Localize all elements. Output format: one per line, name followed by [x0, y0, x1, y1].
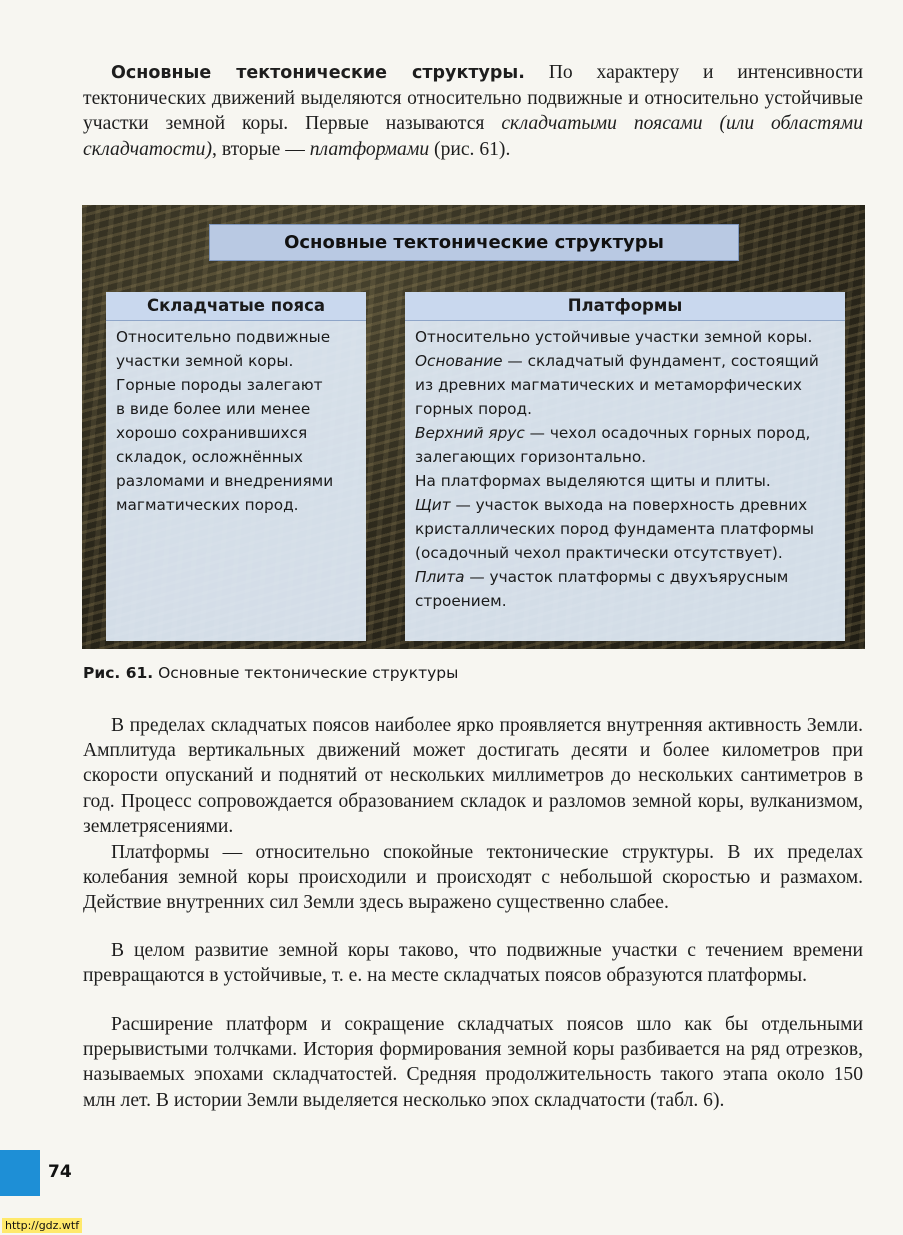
page-number: 74	[48, 1162, 72, 1182]
platforms-body	[405, 321, 845, 613]
fold-belts-body	[106, 321, 366, 517]
caption-label: Рис. 61.	[83, 664, 154, 682]
base-text: — складчатый фундамент, состоящий из древних магматических и метаморфических горных пород.	[415, 352, 819, 418]
section-heading: Основные тектонические структуры.	[111, 63, 525, 83]
term-plate: Плита	[415, 568, 465, 586]
upper-tier-text: — чехол осадочных горных пород, залегающих горизонтально.	[415, 424, 811, 466]
body-paragraph: Платформы — относительно спокойные тектонические структуры. В их пределах колебания земной коры происходили и происходят с небольшой скоростью и размахом. Действие внутренних сил Земли здесь выражено существенно слабее.	[83, 842, 863, 914]
figure-caption	[83, 664, 458, 682]
intro-term-fold-belts: складчатыми поясами (или областями складчатости)	[83, 113, 863, 160]
intro-text-1: По характеру и интенсивности тектонических движений выделяются относительно подвижные и относительно устойчивые участки земной коры. Первые называются	[83, 62, 864, 135]
body-paragraph: Расширение платформ и сокращение складчатых поясов шло как бы отдельными прерывистыми толчками. История формирования земной коры разбивается на ряд отрезков, называемых эпохами складчатостей. Средняя продолжительность такого этапа около 150 млн лет. В истории Земли выделяется несколько эпох складчатости (табл. 6).	[83, 1014, 863, 1111]
intro-text-2: , вторые —	[212, 138, 310, 160]
body-paragraph: В целом развитие земной коры таково, что подвижные участки с течением времени превращаются в устойчивые, т. е. на месте складчатых поясов образуются платформы.	[83, 940, 863, 987]
fold-belts-line: в виде более или менее	[116, 400, 311, 418]
platforms-definition: Относительно устойчивые участки земной коры.	[415, 328, 813, 346]
platforms-header: Платформы	[405, 292, 845, 321]
caption-text: Основные тектонические структуры	[153, 664, 459, 682]
fold-belts-line: разломами и внедрениями	[116, 472, 334, 490]
platforms-base	[415, 349, 839, 421]
fold-belts-line: магматических пород.	[116, 496, 299, 514]
platforms-shield	[415, 493, 839, 565]
fold-belts-panel	[106, 292, 366, 641]
term-shield: Щит	[415, 496, 451, 514]
platforms-plate	[415, 565, 839, 613]
platforms-shields-plates: На платформах выделяются щиты и плиты.	[415, 472, 771, 490]
intro-paragraph	[83, 60, 863, 162]
fold-belts-line: Относительно подвижные	[116, 328, 331, 346]
fold-belts-line: хорошо сохранившихся	[116, 424, 308, 442]
page-tab-marker	[0, 1150, 40, 1196]
fold-belts-line: участки земной коры.	[116, 352, 294, 370]
body-paragraph: В пределах складчатых поясов наиболее ярко проявляется внутренняя активность Земли. Амплитуда вертикальных движений может достигать десяти и более километров при скорости опусканий и поднятий от нескольких миллиметров до нескольких сантиметров в год. Процесс сопровождается образованием складок и разломов земной коры, вулканизмом, землетрясениями.	[83, 715, 863, 837]
term-base: Основание	[415, 352, 503, 370]
term-upper-tier: Верхний ярус	[415, 424, 525, 442]
intro-text-3: (рис. 61).	[429, 138, 511, 160]
plate-text: — участок платформы с двухъярусным строением.	[415, 568, 789, 610]
platforms-upper-tier	[415, 421, 839, 469]
intro-term-platforms: платформами	[309, 138, 430, 160]
platforms-panel	[405, 292, 845, 641]
fold-belts-header: Складчатые пояса	[106, 292, 366, 321]
figure-title: Основные тектонические структуры	[209, 224, 739, 261]
shield-text: — участок выхода на поверхность древних кристаллических пород фундамента платформы (осадочный чехол практически отсутствует).	[415, 496, 814, 562]
fold-belts-line: складок, осложнённых	[116, 448, 303, 466]
watermark-link[interactable]: http://gdz.wtf	[2, 1218, 82, 1233]
figure-61-diagram	[82, 205, 865, 649]
fold-belts-line: Горные породы залегают	[116, 376, 323, 394]
